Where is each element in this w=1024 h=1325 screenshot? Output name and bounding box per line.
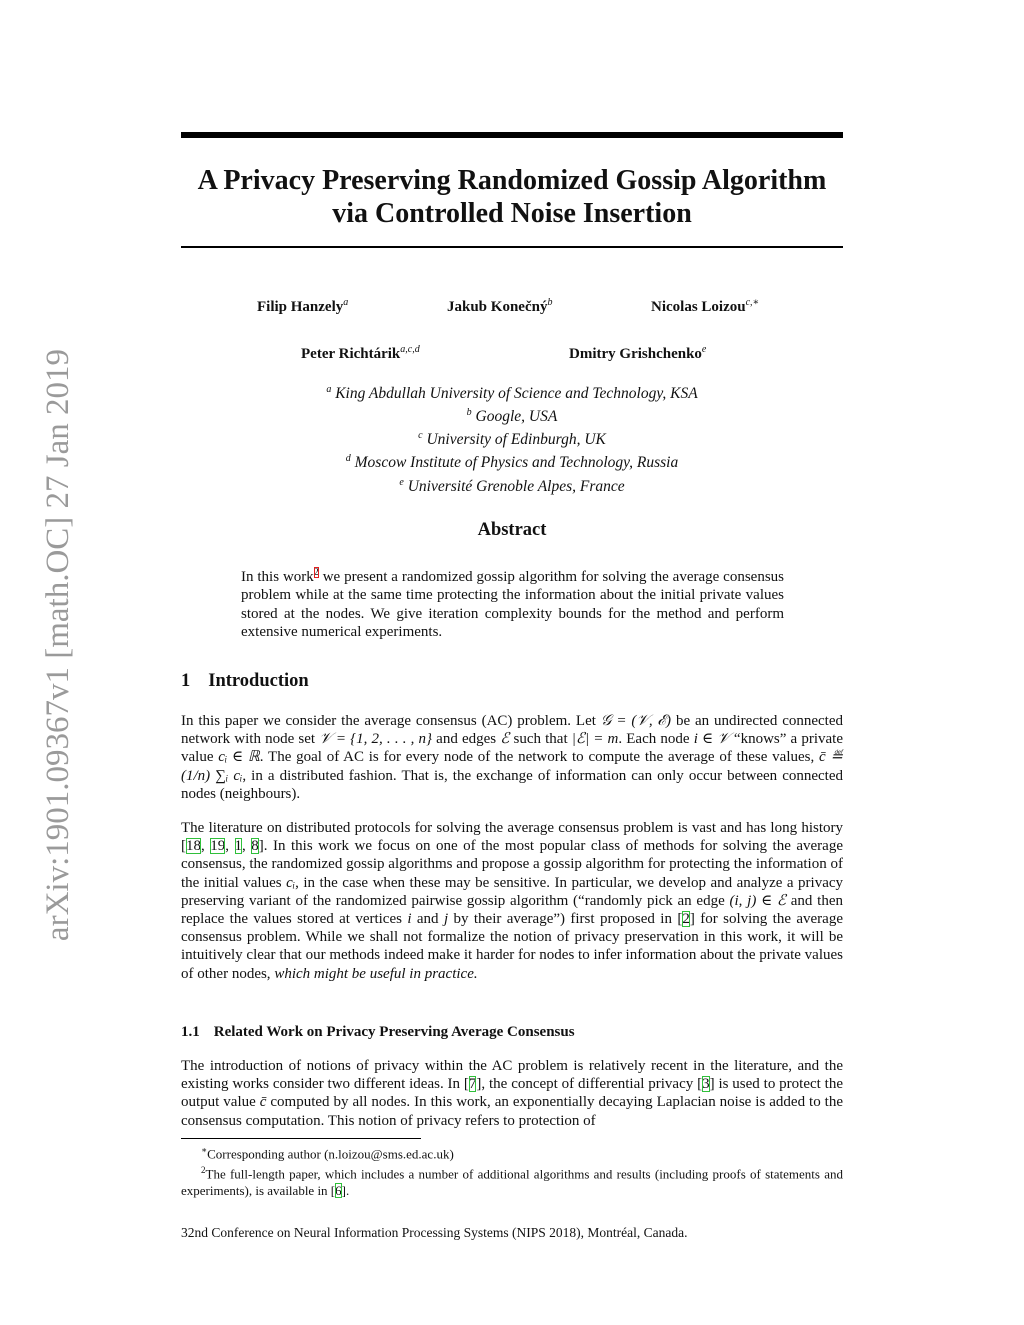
math-inline: cᵢ ∈ ℝ bbox=[218, 749, 260, 766]
intro-paragraph-2: The literature on distributed protocols for solving the average consensus problem is vast and has long history [18, 19, 1, 8]. In this work we focus on one of the most popular class of methods for solving the average consensus, the randomized gossip algorithms and propose a gossip algorithm for protecting the information of the initial values cᵢ, in the case when these may be sensitive. In particular, we develop and analyze a privacy preserving variant of the randomized pairwise gossip algorithm (“randomly pick an edge (i, j) ∈ ℰ and then replace the values stored at vertices i and j by their average”) first proposed in [2] for solving the average consensus problem. While we shall not formalize the notion of privacy preservation in this work, it will be intuitively clear that our methods indeed make it harder for nodes to infer information about the private values of other nodes, which might be useful in practice. bbox=[181, 820, 844, 982]
math-inline: i ∈ 𝒱 bbox=[693, 731, 730, 748]
text-run: ] for solving the average consensus problem. While we shall not formalize the notion of privacy preservation in this work, it will be intuitively clear that our methods indeed make it harder for nodes to infer information about the private values of other nodes, bbox=[181, 911, 843, 982]
affiliation-line bbox=[181, 449, 843, 472]
affiliation-mark: b bbox=[466, 407, 472, 419]
section-number: 1 bbox=[181, 671, 191, 691]
emphasis-text: which might be useful in practice. bbox=[274, 965, 478, 982]
citation-link[interactable]: 6 bbox=[335, 1182, 342, 1198]
math-inline: 𝒢 = (𝒱, ℰ) bbox=[600, 713, 672, 729]
author-loizou bbox=[651, 297, 759, 316]
text-run: ] is used to protect the output value bbox=[181, 1076, 844, 1111]
math-inline: c̄ ≝ (1/n) ∑ᵢ cᵢ bbox=[181, 749, 843, 784]
author-richtarik bbox=[301, 344, 420, 363]
text-run: and then replace the values stored at vertices bbox=[181, 892, 843, 928]
related-work-paragraph bbox=[181, 1057, 843, 1130]
footnote-link[interactable]: 2 bbox=[313, 567, 319, 578]
author-konecny bbox=[447, 297, 552, 316]
author-name: Dmitry Grishchenko bbox=[569, 346, 702, 362]
abstract-heading: Abstract bbox=[477, 520, 547, 540]
footnote-text: The full-length paper, which includes a number of additional algorithms and results (including proofs of statements and experiments), is available in [ bbox=[181, 1166, 843, 1198]
text-run: The literature on distributed protocols for solving the average consensus problem is vast and has long history [ bbox=[181, 820, 843, 855]
title-top-rule bbox=[181, 132, 843, 138]
section-title: Introduction bbox=[208, 671, 309, 691]
citation-link[interactable]: 8 bbox=[251, 838, 259, 855]
text-run: . The goal of AC is for every node of the network to compute the average of these values, bbox=[259, 749, 819, 766]
text-run: , in the case when these may be sensitive. In particular, we develop and analyze a privacy preserving variant of the randomized pairwise gossip algorithm (“randomly pick an edge bbox=[181, 874, 844, 909]
text-run: . Each node bbox=[618, 731, 694, 748]
subsection-heading-related-work bbox=[181, 1024, 575, 1041]
citation-link[interactable]: 7 bbox=[468, 1076, 477, 1093]
footnote-2 bbox=[181, 1162, 843, 1198]
author-affil-mark: a,c,d bbox=[400, 344, 420, 355]
abstract-text: we present a randomized gossip algorithm for solving the average consensus problem while at the same time protecting the information about the initial private values stored at the nodes. We give iteration complexity bounds for the method and perform extensive numerical experiments. bbox=[241, 569, 785, 640]
author-name: Nicolas Loizou bbox=[651, 299, 746, 315]
citation-link[interactable]: 2 bbox=[682, 911, 690, 928]
math-inline: j bbox=[443, 911, 449, 928]
citation-link[interactable]: 19 bbox=[210, 838, 226, 855]
affiliation-mark: c bbox=[418, 430, 423, 442]
intro-paragraph-1 bbox=[181, 712, 843, 803]
affiliation-mark: a bbox=[326, 384, 332, 395]
text-run: and bbox=[411, 911, 444, 928]
paper-title bbox=[181, 164, 843, 230]
author-affil-mark: a bbox=[343, 297, 349, 308]
affiliation-text: Moscow Institute of Physics and Technology, Russia bbox=[354, 454, 679, 472]
text-run: be an undirected connected network with node set bbox=[181, 713, 843, 748]
text-run: ]. In this work we focus on one of the most popular class of methods for solving the average consensus, the randomized gossip algorithms and propose a gossip algorithm for protecting the information of the initial values bbox=[181, 838, 843, 891]
title-line-2: via Controlled Noise Insertion bbox=[332, 198, 692, 229]
subsection-title: Related Work on Privacy Preserving Average Consensus bbox=[213, 1024, 575, 1040]
affiliation-mark: d bbox=[345, 453, 351, 465]
math-inline: ℰ bbox=[500, 731, 510, 748]
affiliation-line bbox=[181, 403, 843, 426]
citation-link[interactable]: 18 bbox=[186, 838, 201, 855]
affiliation-text: Google, USA bbox=[475, 408, 558, 426]
text-run: such that bbox=[509, 731, 572, 748]
footnote-mark: ∗ bbox=[201, 1145, 208, 1155]
footnote-mark: 2 bbox=[201, 1165, 206, 1176]
citation-link[interactable]: 3 bbox=[702, 1076, 710, 1093]
text-run: and edges bbox=[432, 731, 501, 748]
title-bottom-rule bbox=[181, 246, 843, 248]
affiliation-text: King Abdullah University of Science and Technology, KSA bbox=[335, 385, 698, 403]
citation-link[interactable]: 1 bbox=[234, 838, 242, 855]
author-affil-mark: c,∗ bbox=[745, 297, 760, 308]
affiliation-line bbox=[181, 473, 843, 496]
text-run: , in a distributed fashion. That is, the exchange of information can only occur between connected nodes (neighbours). bbox=[181, 767, 843, 802]
affiliation-mark: e bbox=[399, 476, 404, 488]
conference-footer: 32nd Conference on Neural Information Processing Systems (NIPS 2018), Montréal, Canada. bbox=[181, 1225, 688, 1240]
text-run: computed by all nodes. In this work, an exponentially decaying Laplacian noise is added to the consensus computation. This notion of privacy refers to protection of bbox=[181, 1094, 843, 1129]
author-grishchenko bbox=[569, 344, 706, 363]
math-inline: c̄ bbox=[259, 1094, 267, 1111]
author-hanzely bbox=[257, 297, 348, 316]
abstract-body bbox=[241, 564, 784, 641]
author-name: Jakub Konečný bbox=[447, 299, 548, 315]
abstract-text: In this work bbox=[241, 569, 314, 585]
footnote-1 bbox=[181, 1142, 843, 1162]
author-affil-mark: e bbox=[701, 344, 707, 355]
text-run: The introduction of notions of privacy within the AC problem is relatively recent in the literature, and the existing works consider two different ideas. In [ bbox=[181, 1058, 843, 1093]
title-line-1: A Privacy Preserving Randomized Gossip Algorithm bbox=[197, 165, 827, 196]
subsection-number: 1.1 bbox=[181, 1024, 200, 1040]
math-inline: 𝒱 = {1, 2, . . . , n} bbox=[319, 731, 433, 748]
text-run: ], the concept of differential privacy [ bbox=[476, 1076, 703, 1093]
affiliation-line bbox=[181, 380, 843, 403]
affiliations bbox=[181, 380, 843, 496]
section-heading-introduction bbox=[181, 671, 309, 692]
math-inline: (i, j) ∈ ℰ bbox=[729, 892, 787, 909]
affiliation-line bbox=[181, 426, 843, 449]
footnotes bbox=[181, 1142, 843, 1199]
footnote-rule bbox=[181, 1138, 421, 1139]
author-name: Filip Hanzely bbox=[257, 299, 344, 315]
affiliation-text: University of Edinburgh, UK bbox=[426, 431, 606, 449]
footnote-text: ]. bbox=[341, 1182, 350, 1198]
footnote-text: Corresponding author (n.loizou@sms.ed.ac.uk) bbox=[207, 1146, 454, 1162]
affiliation-text: Université Grenoble Alpes, France bbox=[407, 477, 625, 495]
text-run: by their average”) first proposed in [ bbox=[448, 911, 683, 928]
text-run: In this paper we consider the average consensus (AC) problem. Let bbox=[181, 713, 601, 729]
text-run: “knows” a private value bbox=[181, 731, 843, 766]
arxiv-sidebar-stamp: arXiv:1901.09367v1 [math.OC] 27 Jan 2019 bbox=[40, 348, 76, 942]
author-name: Peter Richtárik bbox=[301, 346, 401, 362]
author-affil-mark: b bbox=[547, 297, 553, 308]
math-inline: |ℰ| = m bbox=[571, 731, 619, 748]
math-inline: cᵢ bbox=[286, 874, 296, 891]
math-inline: i bbox=[407, 911, 412, 928]
